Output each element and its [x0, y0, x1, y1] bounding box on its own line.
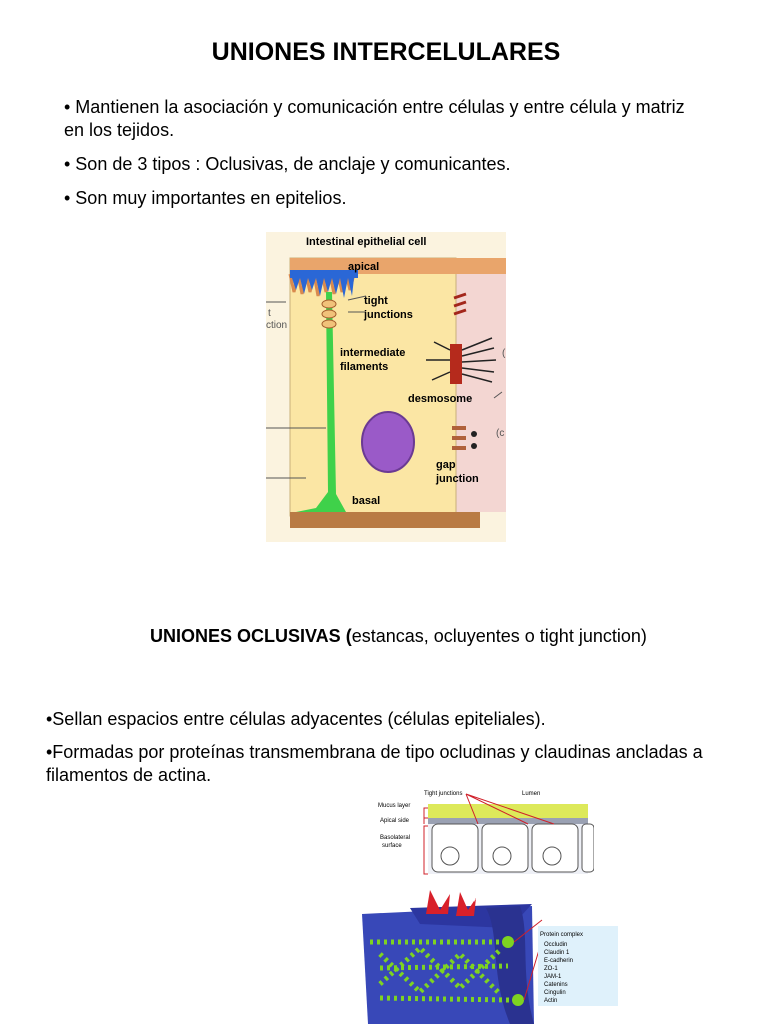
mucus-layer	[428, 804, 588, 818]
desmosome-plaque	[450, 344, 462, 384]
intro-bullet-list	[64, 96, 704, 221]
label-left-fragment: t	[268, 308, 271, 319]
protein-name: Claudin 1	[544, 950, 570, 956]
label-mucus-layer: Mucus layer	[378, 803, 411, 809]
tight-junction-layer-figure	[376, 786, 594, 886]
page-title: UNIONES INTERCELULARES	[211, 38, 561, 66]
protein-node	[502, 936, 514, 948]
label-left-fragment: ction	[266, 320, 288, 331]
label-tight: tight	[364, 295, 388, 307]
bullet-item: • Son muy importantes en epitelios.	[64, 188, 347, 208]
intestinal-epithelial-cell-figure	[266, 232, 506, 542]
subtitle-rest: estancas, ocluyentes o tight junction)	[351, 626, 647, 646]
label-desmosome: desmosome	[408, 393, 473, 405]
bullet-item: • Mantienen la asociación y comunicación entre células y entre célula y matriz en los tejidos.	[64, 97, 685, 140]
label-junction: junction	[436, 473, 479, 485]
label-surface: surface	[382, 843, 402, 849]
protein-name: JAM-1	[544, 974, 562, 980]
label-intermediate: intermediate	[340, 347, 406, 359]
label-gap: gap	[436, 459, 456, 471]
bracket-lines	[424, 808, 428, 874]
section-subtitle	[150, 626, 647, 647]
label-right-fragment: (	[502, 348, 506, 359]
tight-junction-mark	[322, 320, 336, 328]
label-tight-junctions: Tight junctions	[424, 791, 463, 797]
label-junctions: junctions	[364, 309, 413, 321]
protein-node	[512, 994, 524, 1006]
protein-name: Occludin	[544, 942, 568, 948]
figure1-title: Intestinal epithelial cell	[306, 236, 427, 248]
label-filaments: filaments	[340, 361, 389, 373]
protein-name: Catenins	[544, 982, 568, 988]
label-right-fragment: (c	[496, 428, 505, 439]
occlusive-bullet-list	[46, 708, 726, 797]
protein-name: ZO-1	[544, 966, 558, 972]
bullet-item: •Formadas por proteínas transmembrana de tipo ocludinas y claudinas ancladas a filamentos de actina.	[46, 742, 703, 785]
gap-junction-dot	[471, 431, 477, 437]
apical-marker	[426, 890, 450, 914]
basal-lamina	[290, 512, 480, 528]
protein-name: Actin	[544, 998, 558, 1004]
epithelial-cell	[582, 824, 594, 872]
protein-complex-figure	[360, 884, 622, 1024]
bullet-item: •Sellan espacios entre células adyacentes (células epiteliales).	[46, 709, 546, 729]
label-basal: basal	[352, 495, 381, 507]
label-apical: apical	[348, 261, 380, 273]
protein-name: E-cadherin	[544, 958, 574, 964]
label-basolateral: Basolateral	[380, 835, 411, 841]
label-apical-side: Apical side	[470, 896, 500, 902]
tight-junction-mark	[322, 300, 336, 308]
nucleus	[362, 412, 414, 472]
protein-name: Cingulin	[544, 990, 566, 996]
bullet-item: • Son de 3 tipos : Oclusivas, de anclaje y comunicantes.	[64, 154, 511, 174]
label-apical-side: Apical side	[380, 818, 410, 824]
label-protein-complex: Protein complex	[540, 932, 584, 938]
subtitle-bold: UNIONES OCLUSIVAS (	[150, 626, 352, 646]
label-lumen: Lumen	[522, 791, 541, 797]
apical-surface	[428, 818, 588, 824]
tight-junction-mark	[322, 310, 336, 318]
gap-junction-dot	[471, 443, 477, 449]
